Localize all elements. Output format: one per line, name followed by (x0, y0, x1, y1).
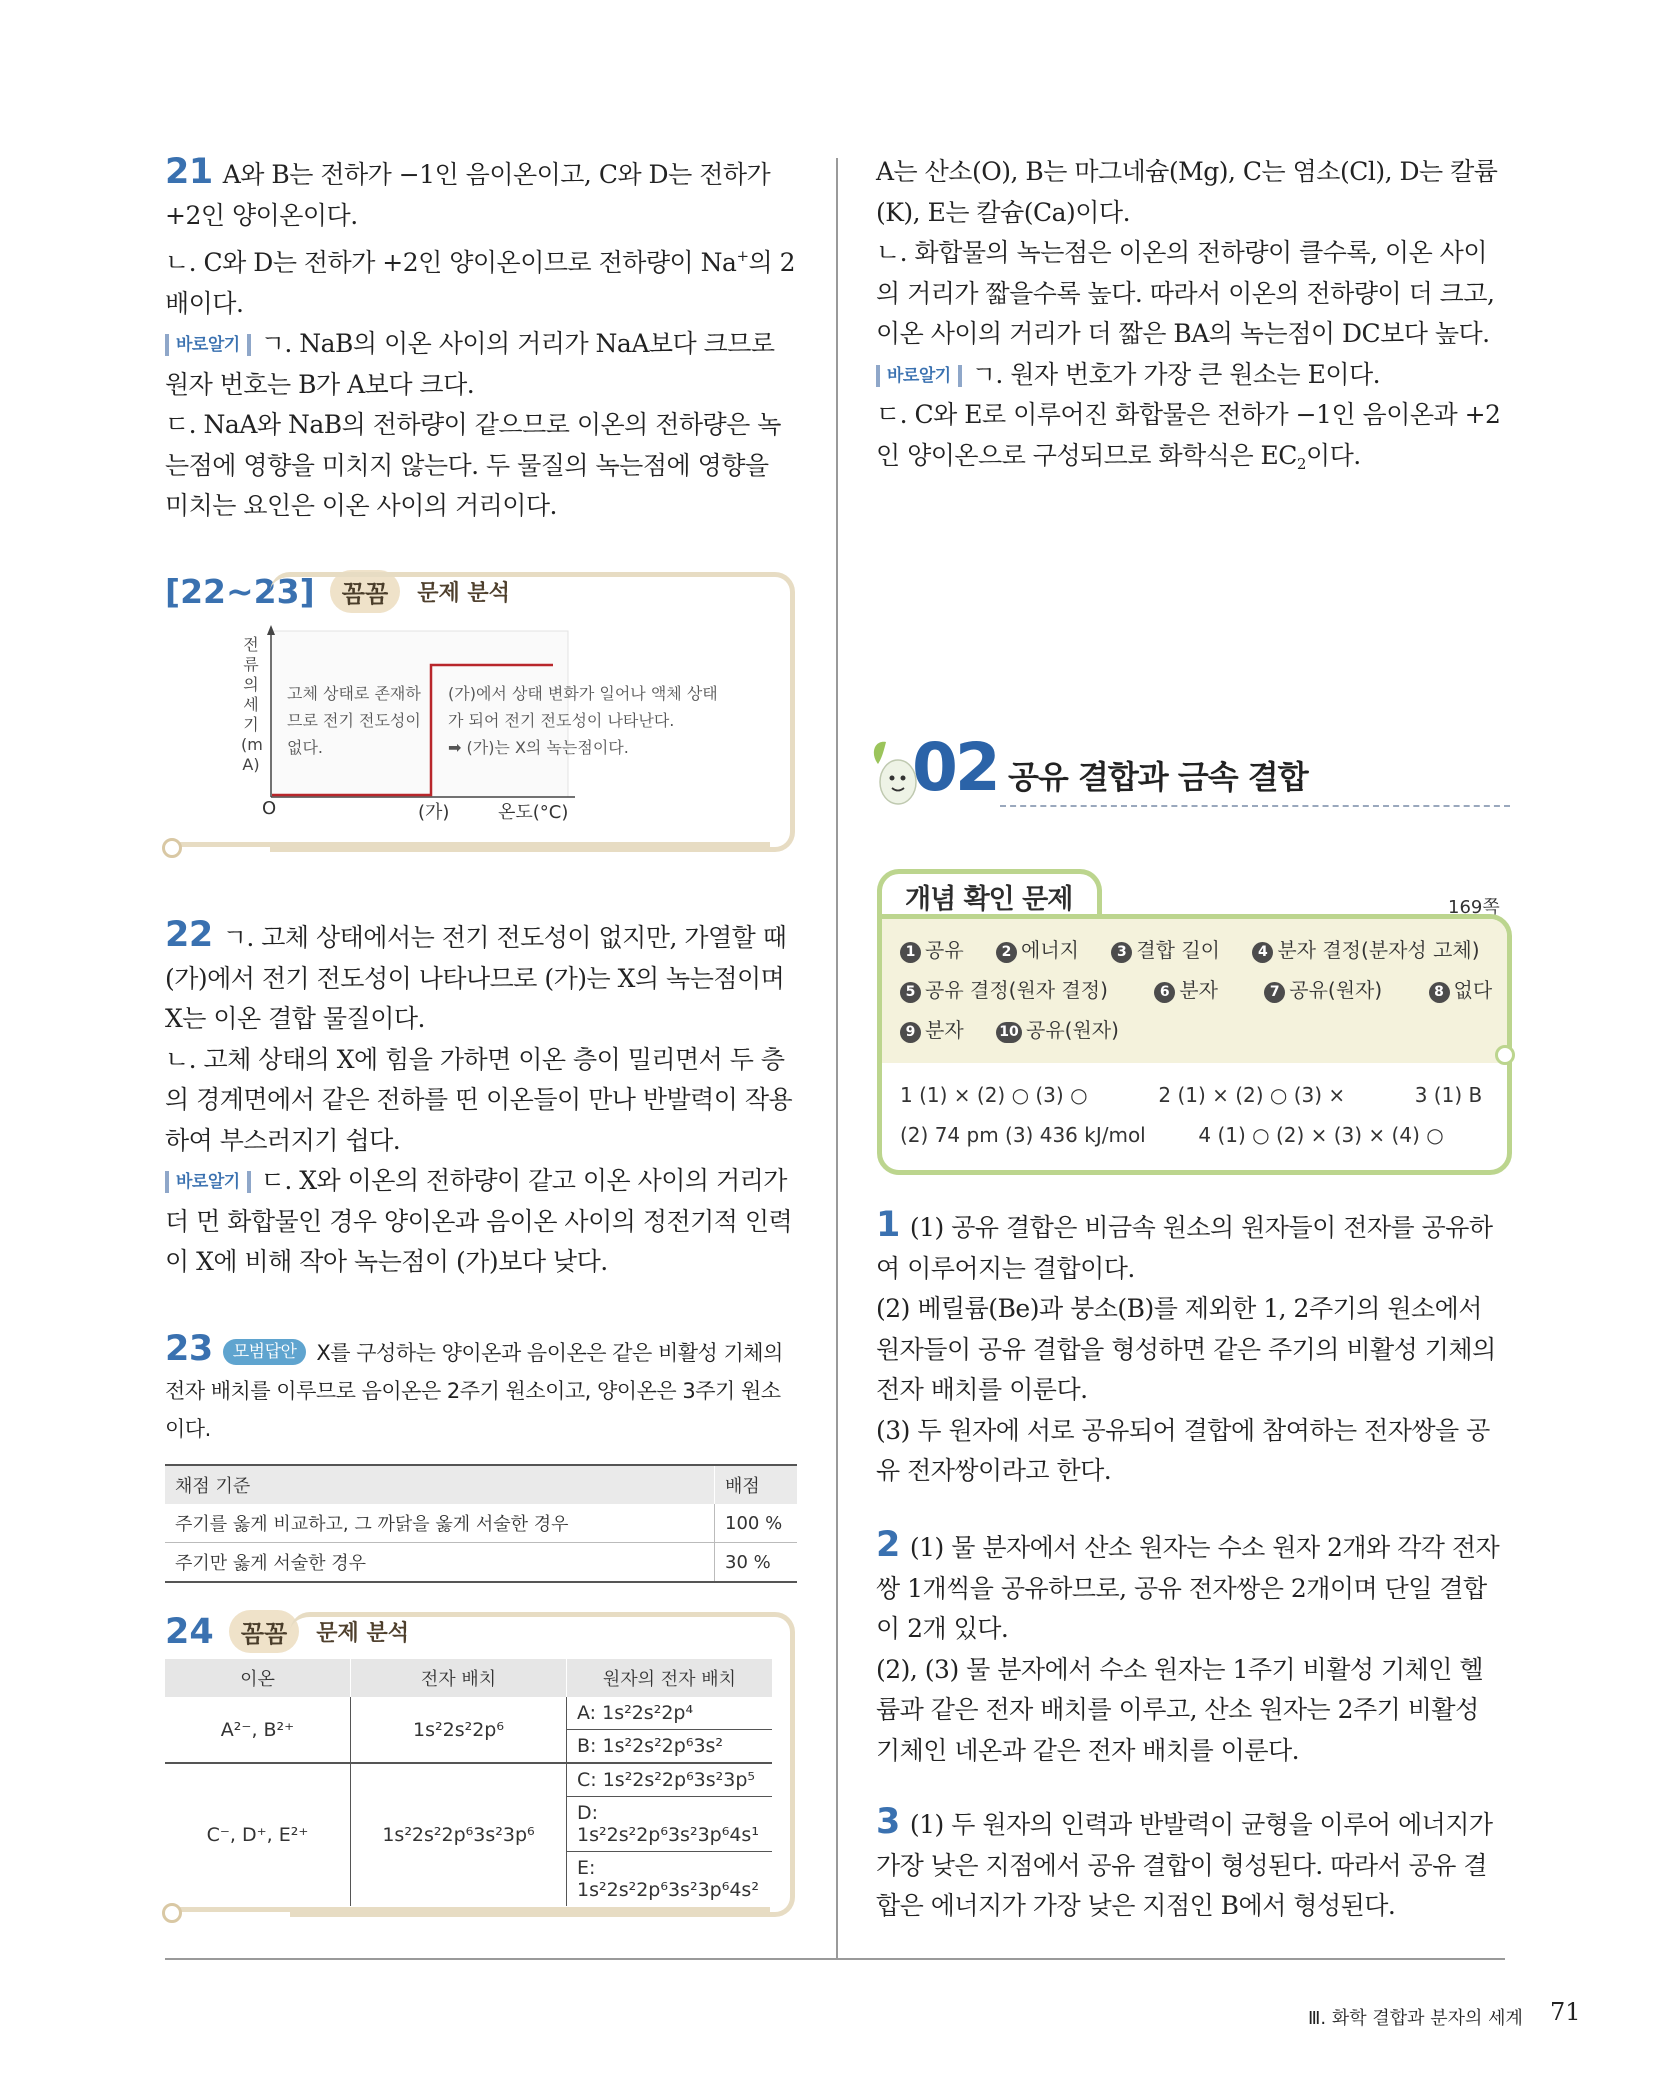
section-number: 02 (912, 729, 998, 806)
atom-config-e: E: 1s²2s²2p⁶3s²3p⁶4s² (577, 1857, 759, 1901)
head-atom-config: 원자의 전자 배치 (602, 1669, 737, 1690)
bottom-rule (165, 1958, 1505, 1960)
answer-3-number: 3 (876, 1802, 900, 1842)
section-title: 공유 결합과 금속 결합 (1008, 758, 1308, 796)
correction-tag: 바로알기 (165, 1171, 251, 1193)
column-divider (836, 158, 838, 1958)
table-row (165, 1697, 772, 1730)
q22-p3: 바로알기 ㄷ. X와 이온의 전하량이 같고 이온 사이의 거리가 더 먼 화합물인 경우 양이온과 음이온 사이의 정전기적 인력이 X에 비해 작아 녹는점이 (가)보다 낮다. (165, 1166, 793, 1276)
electron-config-table (165, 1659, 772, 1906)
config-group-1: 1s²2s²2p⁶ (351, 1697, 567, 1763)
page-number: 71 (1550, 1998, 1581, 2026)
q24-number: 24 (165, 1611, 214, 1652)
answer-2-block: 2 (1) 물 분자에서 산소 원자는 수소 원자 2개와 각각 전자쌍 1개씩을 공유하므로, 공유 전자쌍은 2개이며 단일 결합이 2개 있다. (2), (3) 물 분자에서 수소 원자는 1주기 비활성 기체인 헬륨과 같은 전자 배치를 이루고, 산소 원자는 2주기 비활성 기체인 네온과 같은 전자 배치를 이룬다. (876, 1525, 1500, 1765)
right-p3: 바로알기 ㄱ. 원자 번호가 가장 큰 원소는 E이다. (876, 355, 1506, 396)
concept-box (877, 914, 1512, 1175)
scoring-head-score: 배점 (715, 1465, 798, 1504)
right-p1: A는 산소(O), B는 마그네슘(Mg), C는 염소(Cl), D는 칼륨(K), E는 칼슘(Ca)이다. (876, 157, 1498, 227)
table-row (165, 1763, 772, 1797)
section-dashed-rule (1000, 805, 1510, 807)
ggum-badge: 꼼꼼 (229, 1610, 299, 1653)
right-p4: ㄷ. C와 E로 이루어진 화합물은 전하가 −1인 음이온과 +2인 양이온으로 구성되므로 화학식은 $EC_2$이다. (876, 400, 1501, 473)
q21-number: 21 (165, 152, 213, 192)
scoring-head-criteria: 채점 기준 (175, 1476, 251, 1497)
concept-title: 개념 확인 문제 (905, 884, 1073, 915)
graph-x-tick: (가) (418, 802, 450, 823)
graph-note-right: (가)에서 상태 변화가 일어나 액체 상태가 되어 전기 전도성이 나타난다. ➡ (가)는 X의 녹는점이다. (448, 684, 718, 757)
concept-answers (882, 1063, 1507, 1167)
atom-config-c: C: 1s²2s²2p⁶3s²3p⁵ (567, 1763, 773, 1797)
ion-group-1: A²⁻, B²⁺ (165, 1697, 351, 1763)
atom-config-d: D: 1s²2s²2p⁶3s²3p⁶4s¹ (567, 1797, 773, 1852)
q21-block (165, 152, 797, 527)
q23-block (165, 1330, 797, 1583)
q21-p4: ㄷ. NaA와 NaB의 전하량이 같으므로 이온의 전하량은 녹는점에 영향을 미치지 않는다. 두 물질의 녹는점에 영향을 미치는 요인은 이온 사이의 거리이다. (165, 410, 781, 520)
q24-continued (876, 152, 1506, 484)
analysis-dot (162, 838, 182, 858)
analysis-bottom-line (170, 842, 770, 847)
ggum-badge: 꼼꼼 (330, 570, 400, 613)
concept-keywords (882, 919, 1507, 1063)
answer-1-number: 1 (876, 1205, 900, 1245)
answer-2-number: 2 (876, 1525, 900, 1565)
atom-config-a: A: 1s²2s²2p⁴ (567, 1697, 773, 1730)
keyword-row: 1 공유 2 에너지 3 결합 길이 4 분자 결정(분자성 고체) (900, 930, 1489, 970)
q21-p1: 21 A와 B는 전하가 −1인 음이온이고, C와 D는 전하가 +2인 양이온이다. (165, 152, 771, 230)
analysis-range: [22~23] (165, 572, 315, 611)
table-row: 주기를 옳게 비교하고, 그 까닭을 옳게 서술한 경우 100 % (165, 1504, 797, 1543)
answer-1-block: 1 (1) 공유 결합은 비금속 원소의 원자들이 전자를 공유하여 이루어지는 결합이다. (2) 베릴륨(Be)과 붕소(B)를 제외한 1, 2주기의 원소에서 원자들이 공유 결합을 형성하면 같은 주기의 비활성 기체의 전자 배치를 이룬다. (3) 두 원자에 서로 공유되어 결합에 참여하는 전자쌍을 공유 전자쌍이라고 한다. (876, 1205, 1496, 1485)
y-axis-label: 전류의 세기(mA) (241, 635, 263, 774)
q22-block (165, 915, 797, 1283)
analysis-label: 문제 분석 (417, 581, 510, 606)
graph-note-left: 고체 상태로 존재하므로 전기 전도성이 없다. (287, 684, 421, 757)
concept-page-ref: 169쪽 (1448, 897, 1500, 918)
q22-number: 22 (165, 915, 213, 955)
q22-p2: ㄴ. 고체 상태의 X에 힘을 가하면 이온 층이 밀리면서 두 층의 경계면에서 같은 전하를 띤 이온들이 만나 반발력이 작용하여 부스러지기 쉽다. (165, 1044, 793, 1155)
scoring-table (165, 1464, 797, 1583)
q24-dot (162, 1903, 182, 1923)
right-p2: ㄴ. 화합물의 녹는점은 이온의 전하량이 클수록, 이온 사이의 거리가 짧을수록 높다. 따라서 이온의 전하량이 더 크고, 이온 사이의 거리가 더 짧은 BA의 녹는점이 DC보다 높다. (876, 238, 1495, 348)
graph-x-label: 온도(°C) (498, 802, 569, 823)
y-axis-arrow (267, 625, 275, 635)
correction-tag: 바로알기 (876, 365, 962, 387)
concept-dot (1495, 1045, 1515, 1065)
head-ion: 이온 (165, 1659, 351, 1697)
answers-row: 1 (1) × (2) ○ (3) ○ 2 (1) × (2) ○ (3) × 3 (1) B (900, 1083, 1483, 1107)
keyword-row: 9 분자 10 공유(원자) (900, 1010, 1489, 1050)
correction-tag: 바로알기 (165, 334, 251, 356)
q21-p3: 바로알기 ㄱ. NaB의 이온 사이의 거리가 NaA보다 크므로 원자 번호는 B가 A보다 크다. (165, 329, 775, 399)
config-group-2: 1s²2s²2p⁶3s²3p⁶ (351, 1763, 567, 1906)
footer-chapter: Ⅲ. 화학 결합과 분자의 세계 (1308, 2008, 1523, 2029)
ion-group-2: C⁻, D⁺, E²⁺ (165, 1763, 351, 1906)
answers-row: (2) 74 pm (3) 436 kJ/mol 4 (1) ○ (2) × (3) × (4) ○ (900, 1123, 1444, 1147)
graph-origin: O (262, 798, 277, 819)
q24-bottom-line (170, 1907, 770, 1912)
q23-number: 23 (165, 1329, 213, 1369)
q21-p2: ㄴ. C와 D는 전하가 +2인 양이온이므로 전하량이 Na+의 2배이다. (165, 247, 796, 318)
table-row: 주기만 옳게 서술한 경우 30 % (165, 1543, 797, 1583)
keyword-row: 5 공유 결정(원자 결정) 6 분자 7 공유(원자) 8 없다 (900, 970, 1489, 1010)
atom-config-b: B: 1s²2s²2p⁶3s² (567, 1730, 773, 1764)
answer-3-block: 3 (1) 두 원자의 인력과 반발력이 균형을 이루어 에너지가 가장 낮은 지점에서 공유 결합이 형성된다. 따라서 공유 결합은 에너지가 가장 낮은 지점인 B에서 형성된다. (876, 1802, 1493, 1920)
q22-p1: 22 ㄱ. 고체 상태에서는 전기 전도성이 없지만, 가열할 때 (가)에서 전기 전도성이 나타나므로 (가)는 X의 녹는점이며 X는 이온 결합 물질이다. (165, 915, 787, 1033)
head-config: 전자 배치 (351, 1659, 567, 1697)
q23-answer: 23 모범답안 X를 구성하는 양이온과 음이온은 같은 비활성 기체의 전자 배치를 이루므로 음이온은 2주기 원소이고, 양이온은 3주기 원소이다. (165, 1329, 783, 1441)
config-table-head (165, 1659, 772, 1697)
scoring-table-head (165, 1465, 797, 1504)
analysis-label: 문제 분석 (316, 1621, 409, 1646)
model-answer-badge: 모범답안 (223, 1339, 307, 1365)
